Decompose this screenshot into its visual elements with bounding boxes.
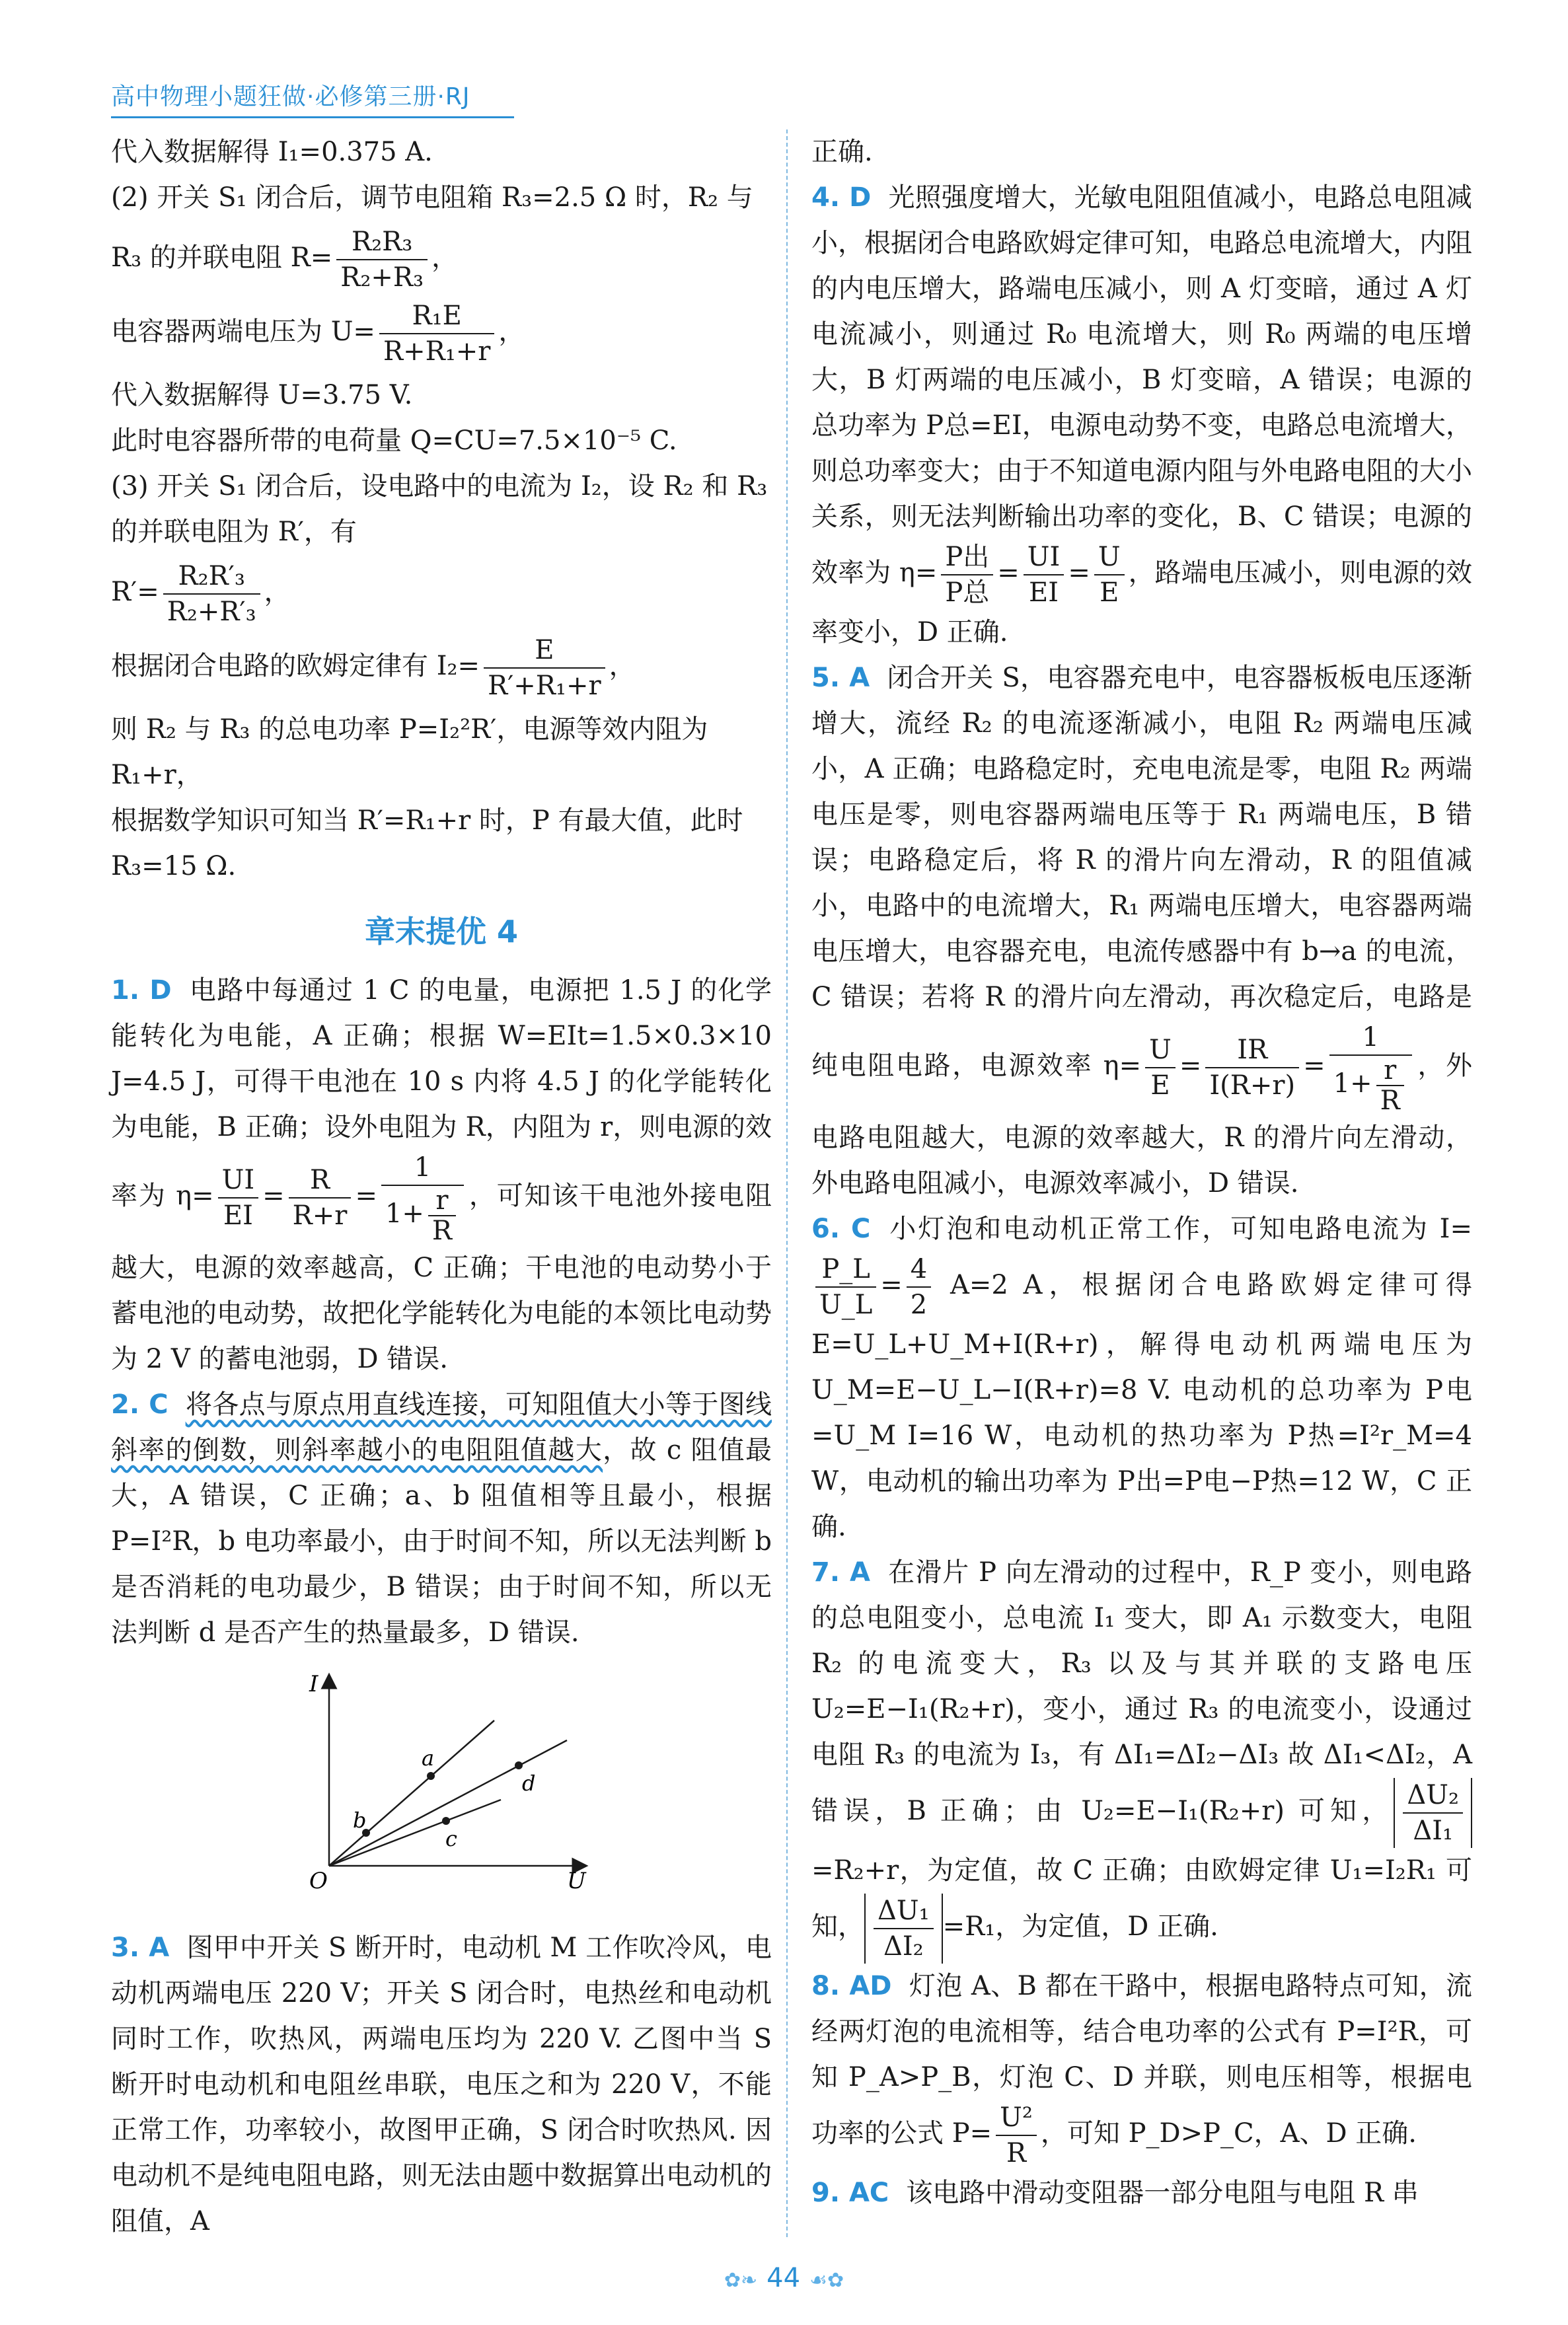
formula-line	[111, 559, 772, 629]
answer-6	[811, 1206, 1472, 1550]
numerator: R₂R′₃	[163, 559, 260, 595]
answer-label: 5. A	[811, 663, 870, 693]
numerator: P_L	[815, 1252, 876, 1288]
wavy-underlined-text: 将各点与原点用直线连接，可知阻值大小等于图线斜率的倒数，则斜率越小的电阻阻值越大	[111, 1389, 772, 1465]
paragraph: 此时电容器所带的电荷量 Q=CU=7.5×10⁻⁵ C.	[111, 425, 677, 456]
paragraph: (3) 开关 S₁ 闭合后，设电路中的电流为 I₂，设 R₂ 和 R₃	[111, 471, 768, 501]
text: 该电路中滑动变阻器一部分电阻与电阻 R 串	[906, 2178, 1419, 2208]
denominator: R+R₁+r	[383, 336, 491, 367]
fraction	[1403, 1778, 1463, 1848]
text: =	[997, 558, 1020, 588]
fraction	[1205, 1033, 1299, 1103]
numerator: 1	[1329, 1020, 1412, 1056]
text: 1+	[1333, 1068, 1372, 1099]
text: 小灯泡和电动机正常工作，可知电路电流为 I=	[887, 1214, 1472, 1244]
text: ，路端电压减小，则电源的效率变	[811, 558, 1473, 647]
text: =R₁，为定值，D 正确.	[942, 1911, 1218, 1942]
fraction	[1024, 540, 1064, 610]
fraction	[941, 540, 993, 610]
denominator	[381, 1186, 464, 1245]
fraction	[289, 1163, 352, 1233]
numerator: ΔU₂	[1403, 1778, 1463, 1814]
text: =	[262, 1181, 285, 1211]
numerator: UI	[1024, 540, 1064, 575]
numerator: R	[289, 1163, 352, 1199]
point-a	[427, 1772, 435, 1780]
formula-line	[111, 633, 772, 703]
text: =	[1179, 1051, 1202, 1081]
answer-label: 4. D	[811, 182, 872, 213]
point-c	[442, 1817, 450, 1825]
fraction	[336, 225, 428, 295]
graph-line-ab	[329, 1720, 494, 1866]
answer-8	[811, 1964, 1472, 2170]
fraction	[815, 1252, 876, 1322]
point-label-d: d	[522, 1771, 536, 1796]
answer-label: 2. C	[111, 1389, 168, 1420]
fraction	[1376, 1056, 1404, 1115]
text: ，故 c 阻值最大，A 错误，C 正确；a、b 阻值相等且最小，根据 P=I²R，b 电功率最小，由于时间不知，所以无法判断 b 是否消耗的电功最少，B 错误；由于时间不知，所以无法判断 d 是否产生的热量最多，D 错误.	[111, 1435, 772, 1648]
numerator: R₂R₃	[336, 225, 428, 260]
denominator: R₂+R′₃	[167, 597, 256, 627]
text: =R₂+r，	[811, 1855, 927, 1886]
text: ，	[431, 242, 459, 273]
left-column	[111, 129, 772, 2244]
denominator: 2	[910, 1290, 928, 1320]
denominator: ΔI₂	[883, 1931, 924, 1962]
numerator: ΔU₁	[874, 1894, 934, 1929]
text: =	[355, 1181, 377, 1211]
denominator: R	[1380, 1086, 1400, 1116]
paragraph: 根据数学知识可知当 R′=R₁+r 时，P 有最大值，此时	[111, 805, 743, 836]
column-divider	[786, 129, 788, 2237]
denominator: E	[1150, 1070, 1170, 1101]
fraction	[163, 559, 260, 629]
paragraph: 代入数据解得 I₁=0.375 A.	[111, 137, 433, 167]
denominator: E	[1100, 577, 1119, 608]
numerator: UI	[218, 1163, 259, 1199]
text: ，可知 P_D>P_C，A、D 正确.	[1040, 2118, 1417, 2149]
fraction	[874, 1894, 934, 1964]
text: 图甲中开关 S 断开时，电动机 M 工作吹冷风，电动机两端电压 220 V；开关 S 闭合时，电热丝和电动机同时工作，吹热风，两端电压均为 220 V. 乙图中当 S 断开时电动机和电阻丝串联，电压之和为 220 V，不能正常工作，功率较小，故图甲正确，S 闭合时吹热风. 因电动机不是纯电阻电路，则无法由题中数据算出电动机的阻值，A	[111, 1933, 772, 2236]
answer-2	[111, 1382, 772, 1656]
text: ，	[498, 316, 525, 347]
answer-7	[811, 1550, 1472, 1964]
point-label-b: b	[353, 1808, 367, 1833]
text: =	[1068, 558, 1090, 588]
ornament-left-icon: ✿❧	[724, 2269, 758, 2292]
axis-label-y: I	[309, 1671, 318, 1697]
text: ，	[264, 577, 291, 607]
answer-label: 6. C	[811, 1214, 871, 1244]
numerator: U²	[996, 2100, 1037, 2136]
denominator: I(R+r)	[1209, 1070, 1296, 1101]
point-label-a: a	[422, 1746, 435, 1771]
numerator: 1	[381, 1150, 464, 1186]
fraction	[381, 1150, 464, 1245]
text: =	[1303, 1051, 1325, 1081]
answer-label: 3. A	[111, 1933, 170, 1963]
text: 1+	[385, 1199, 424, 1229]
fraction	[907, 1252, 931, 1322]
fraction	[484, 633, 605, 703]
iu-graph	[289, 1668, 593, 1892]
running-header: 高中物理小题狂做·必修第三册·RJ	[111, 83, 470, 110]
absolute-value	[864, 1894, 943, 1964]
text: 小，D 正确.	[864, 617, 1008, 647]
fraction	[996, 2100, 1037, 2170]
denominator: R	[431, 1216, 453, 1246]
text: =	[880, 1270, 903, 1300]
fraction	[1094, 540, 1125, 610]
text: 在滑片 P 向左滑动的过程中，R_P 变小，则电路的总电阻变小，总电流 I₁ 变大，即 A₁ 示数变大，电阻 R₂ 的电流变大，R₃ 以及与其并联的支路电压 U₂=E−I₁(R₂+r)，变小，通过 R₃ 的电流变小，设通过电阻 R₃ 的电流为 I₃，有 ΔI₁=ΔI₂−ΔI₃ 故 ΔI₁<ΔI₂，A 错误，	[811, 1557, 1472, 1826]
denominator: EI	[223, 1200, 253, 1231]
section-title: 章末提优 4	[364, 914, 519, 949]
denominator: R′+R₁+r	[488, 671, 601, 701]
paragraph: 的并联电阻为 R′，有	[111, 517, 357, 547]
text: R₃ 的并联电阻 R=	[111, 242, 333, 273]
ornament-right-icon: ☙✿	[809, 2269, 844, 2292]
fraction	[1329, 1020, 1412, 1115]
text: 电源效率 η=	[980, 1051, 1142, 1081]
header-rule	[111, 116, 514, 118]
text: ，可知该干电池外接电阻	[468, 1181, 772, 1211]
paragraph: R₁+r，	[111, 760, 203, 790]
numerator: E	[484, 633, 605, 669]
answer-label: 1. D	[111, 975, 172, 1006]
text: B 正确；由 U₂=E−I₁(R₂+r) 可知，	[907, 1796, 1394, 1826]
point-d	[515, 1761, 523, 1769]
formula-line	[111, 225, 772, 295]
fraction	[1145, 1033, 1176, 1103]
fraction	[379, 299, 494, 369]
formula-line	[111, 299, 772, 369]
page-footer	[0, 2263, 1568, 2293]
text: R′=	[111, 577, 159, 607]
answer-1	[111, 968, 772, 1382]
paragraph: 正确.	[811, 137, 873, 167]
text: 电源的效率越大，R 的滑片向左滑动，外电路电阻减小，电源效率减小，D 错误.	[811, 1123, 1472, 1199]
text: 灯泡 A、B 都在干路中，根据电路特点可知，流经两灯泡的电流相等，结合电功率的公式有 P=I²R，可知 P_A>P_B，灯泡 C、D 并联，则电压相等，根据电功率的	[811, 1971, 1472, 2149]
point-label-c: c	[445, 1826, 457, 1851]
text: 越大，电源的效率越高，C 正确；干电池的电动势小于蓄电池的电动势，故把化学能转化为电能的本领比电动势为 2 V 的蓄电池弱，D 错误.	[111, 1253, 772, 1374]
right-column	[811, 129, 1472, 2216]
answer-3	[111, 1925, 772, 2244]
text: 电容器两端电压为 U=	[111, 316, 375, 347]
page-number: 44	[766, 2263, 801, 2293]
text: 为定值，故 C 正确；由欧姆定律 U₁=I₂R₁ 可知，	[811, 1855, 1472, 1942]
axis-label-x: U	[567, 1868, 586, 1892]
paragraph: 代入数据解得 U=3.75 V.	[111, 380, 413, 410]
answer-4	[811, 175, 1472, 655]
text: A=2 A，根据闭合电路欧姆定律可得 E=U_L+U_M+I(R+r)，解得电动机两端电压为 U_M=E−U_L−I(R+r)=8 V. 电动机的总功率为 P电=U_M I=16 W，电动机的热功率为 P热=I²r_M=4 W，电动机的输出功率为 P出=P电−P热=12 W，C 正确.	[811, 1270, 1472, 1542]
numerator: U	[1145, 1033, 1176, 1068]
paragraph: R₃=15 Ω.	[111, 851, 237, 881]
denominator	[1329, 1056, 1412, 1115]
answer-9	[811, 2170, 1472, 2216]
numerator: r	[428, 1186, 456, 1216]
denominator: EI	[1029, 577, 1059, 608]
origin-label: O	[309, 1868, 328, 1892]
fraction	[218, 1163, 259, 1233]
answer-label: 7. A	[811, 1557, 871, 1588]
text: 根据闭合电路的欧姆定律有 I₂=	[111, 651, 480, 681]
numerator: r	[1376, 1056, 1404, 1086]
numerator: R₁E	[379, 299, 494, 334]
text: 公式 P=	[891, 2118, 992, 2149]
answer-label: 8. AD	[811, 1971, 892, 2001]
text: ，	[609, 651, 636, 681]
absolute-value	[1394, 1778, 1472, 1848]
text: 闭合开关 S，电容器充电中，电容器板板电压逐渐增大，流经 R₂ 的电流逐渐减小，电阻 R₂ 两端电压减小，A 正确；电路稳定时，充电电流是零，电阻 R₂ 两端电压是零，则电容器两端电压等于 R₁ 两端电压，B 错误；电路稳定后，将 R 的滑片向左滑动，R 的阻值减小，电路中的电流增大，R₁ 两端电压增大，电容器两端电压增大，电容器充电，电流传感器中有 b→a 的电流，C 错误；若将 R 的滑片向左滑动，再次稳定后，电路是纯电阻电路，	[811, 663, 1472, 1081]
text: 率为 η=	[838, 558, 938, 588]
denominator: R+r	[292, 1200, 348, 1231]
numerator: U	[1094, 540, 1125, 575]
iu-graph-figure	[111, 1668, 772, 1907]
denominator: R	[1006, 2138, 1027, 2168]
text: 率为 η=	[111, 1181, 214, 1211]
denominator: P总	[945, 577, 990, 608]
answer-5	[811, 655, 1472, 1206]
fraction	[428, 1186, 456, 1245]
text: 电路中每通过 1 C 的电量，电源把 1.5 J 的化学能转化为电能，A 正确；根据 W=EIt=1.5×0.3×10 J=4.5 J，可得干电池在 10 s 内将 4.5 J 的化学能转化为电能，B 正确；设外电阻为 R，内阻为 r，则电源的效	[111, 975, 772, 1142]
denominator: ΔI₁	[1413, 1816, 1454, 1846]
answer-label: 9. AC	[811, 2178, 889, 2208]
denominator: U_L	[819, 1290, 873, 1320]
denominator: R₂+R₃	[340, 262, 424, 293]
paragraph: 则 R₂ 与 R₃ 的总电功率 P=I₂²R′，电源等效内阻为	[111, 714, 708, 745]
text: ，外电路电阻越大，	[811, 1051, 1473, 1153]
numerator: P出	[941, 540, 993, 575]
numerator: 4	[907, 1252, 931, 1288]
numerator: IR	[1205, 1033, 1299, 1068]
text: 光照强度增大，光敏电阻阻值减小，电路总电阻减小，根据闭合电路欧姆定律可知，电路总电流增大，内阻的内电压增大，路端电压减小，则 A 灯变暗，通过 A 灯电流减小，则通过 R₀ 电流增大，则 R₀ 两端的电压增大，B 灯两端的电压减小，B 灯变暗，A 错误；电源的总功率为 P总=EI，电源电动势不变，电路总电流增大，则总功率变大；由于不知道电源内阻与外电路电阻的大小关系，则无法判断输出功率的变化，B、C 错误；电源的效	[811, 182, 1473, 588]
paragraph: (2) 开关 S₁ 闭合后，调节电阻箱 R₃=2.5 Ω 时，R₂ 与	[111, 182, 753, 213]
